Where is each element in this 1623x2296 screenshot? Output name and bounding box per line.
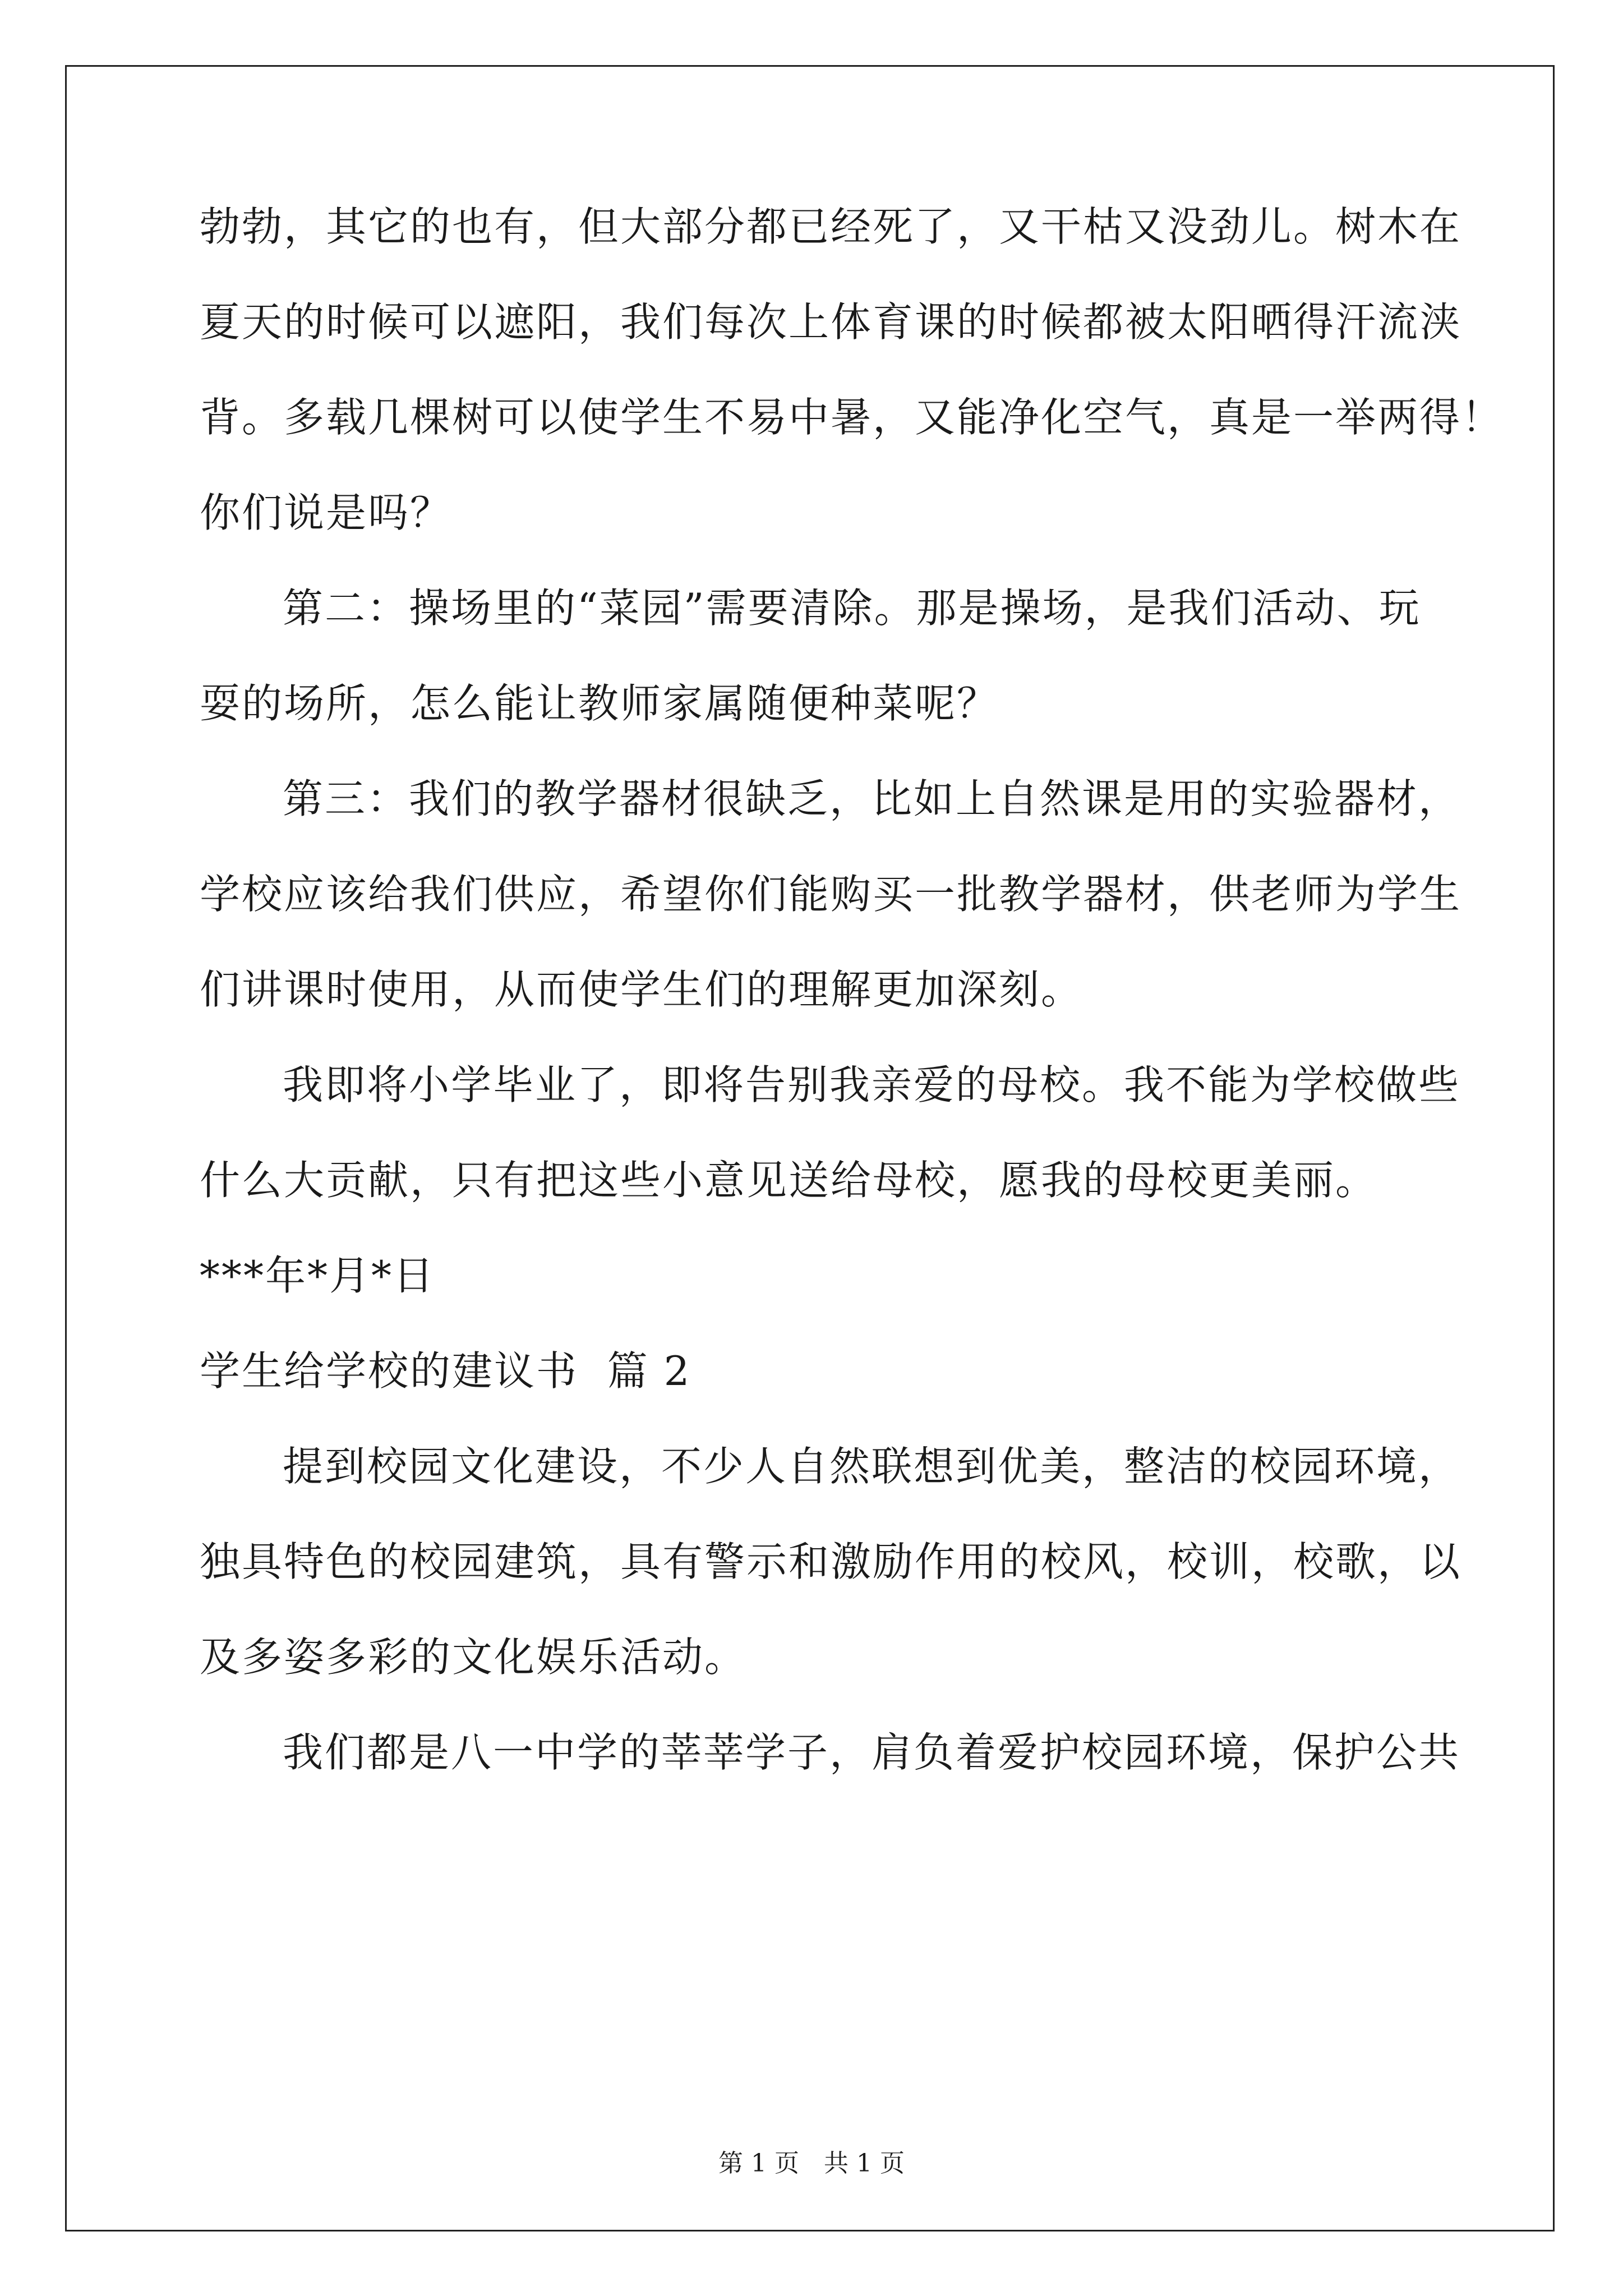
section-heading: 学生给学校的建议书 篇 2 bbox=[200, 1347, 691, 1395]
text-line-10: 我即将小学毕业了，即将告别我亲爱的母校。我不能为学校做些 bbox=[283, 1061, 1461, 1108]
text-line-17: 我们都是八一中学的莘莘学子，肩负着爱护校园环境，保护公共 bbox=[283, 1729, 1461, 1776]
text-line-6: 耍的场所，怎么能让教师家属随便种菜呢？ bbox=[200, 680, 999, 727]
text-line-1: 勃勃，其它的也有，但大部分都已经死了，又干枯又没劲儿。树木在 bbox=[200, 203, 1462, 250]
page-total: 共 1 页 bbox=[824, 2149, 905, 2178]
document-body bbox=[200, 203, 1504, 1828]
text-line-7: 第三：我们的教学器材很缺乏，比如上自然课是用的实验器材， bbox=[283, 775, 1461, 822]
text-line-9: 们讲课时使用，从而使学生们的理解更加深刻。 bbox=[200, 966, 1083, 1013]
text-line-5: 第二：操场里的“菜园”需要清除。那是操场，是我们活动、玩 bbox=[283, 585, 1421, 632]
text-line-16: 及多姿多彩的文化娱乐活动。 bbox=[200, 1634, 747, 1681]
text-line-2: 夏天的时候可以遮阳，我们每次上体育课的时候都被太阳晒得汗流浃 bbox=[200, 298, 1462, 346]
page-number: 第 1 页 bbox=[718, 2149, 799, 2178]
text-line-14: 提到校园文化建设，不少人自然联想到优美，整洁的校园环境， bbox=[283, 1443, 1461, 1490]
text-line-15: 独具特色的校园建筑，具有警示和激励作用的校风，校训，校歌，以 bbox=[200, 1538, 1462, 1585]
text-line-4: 你们说是吗？ bbox=[200, 489, 453, 536]
text-line-3: 背。多载几棵树可以使学生不易中暑，又能净化空气，真是一举两得！ bbox=[200, 394, 1504, 441]
text-line-11: 什么大贡献，只有把这些小意见送给母校，愿我的母校更美丽。 bbox=[200, 1157, 1378, 1204]
text-line-8: 学校应该给我们供应，希望你们能购买一批教学器材，供老师为学生 bbox=[200, 871, 1462, 918]
page-footer bbox=[0, 2151, 1623, 2176]
date-line: ***年*月*日 bbox=[200, 1252, 436, 1299]
